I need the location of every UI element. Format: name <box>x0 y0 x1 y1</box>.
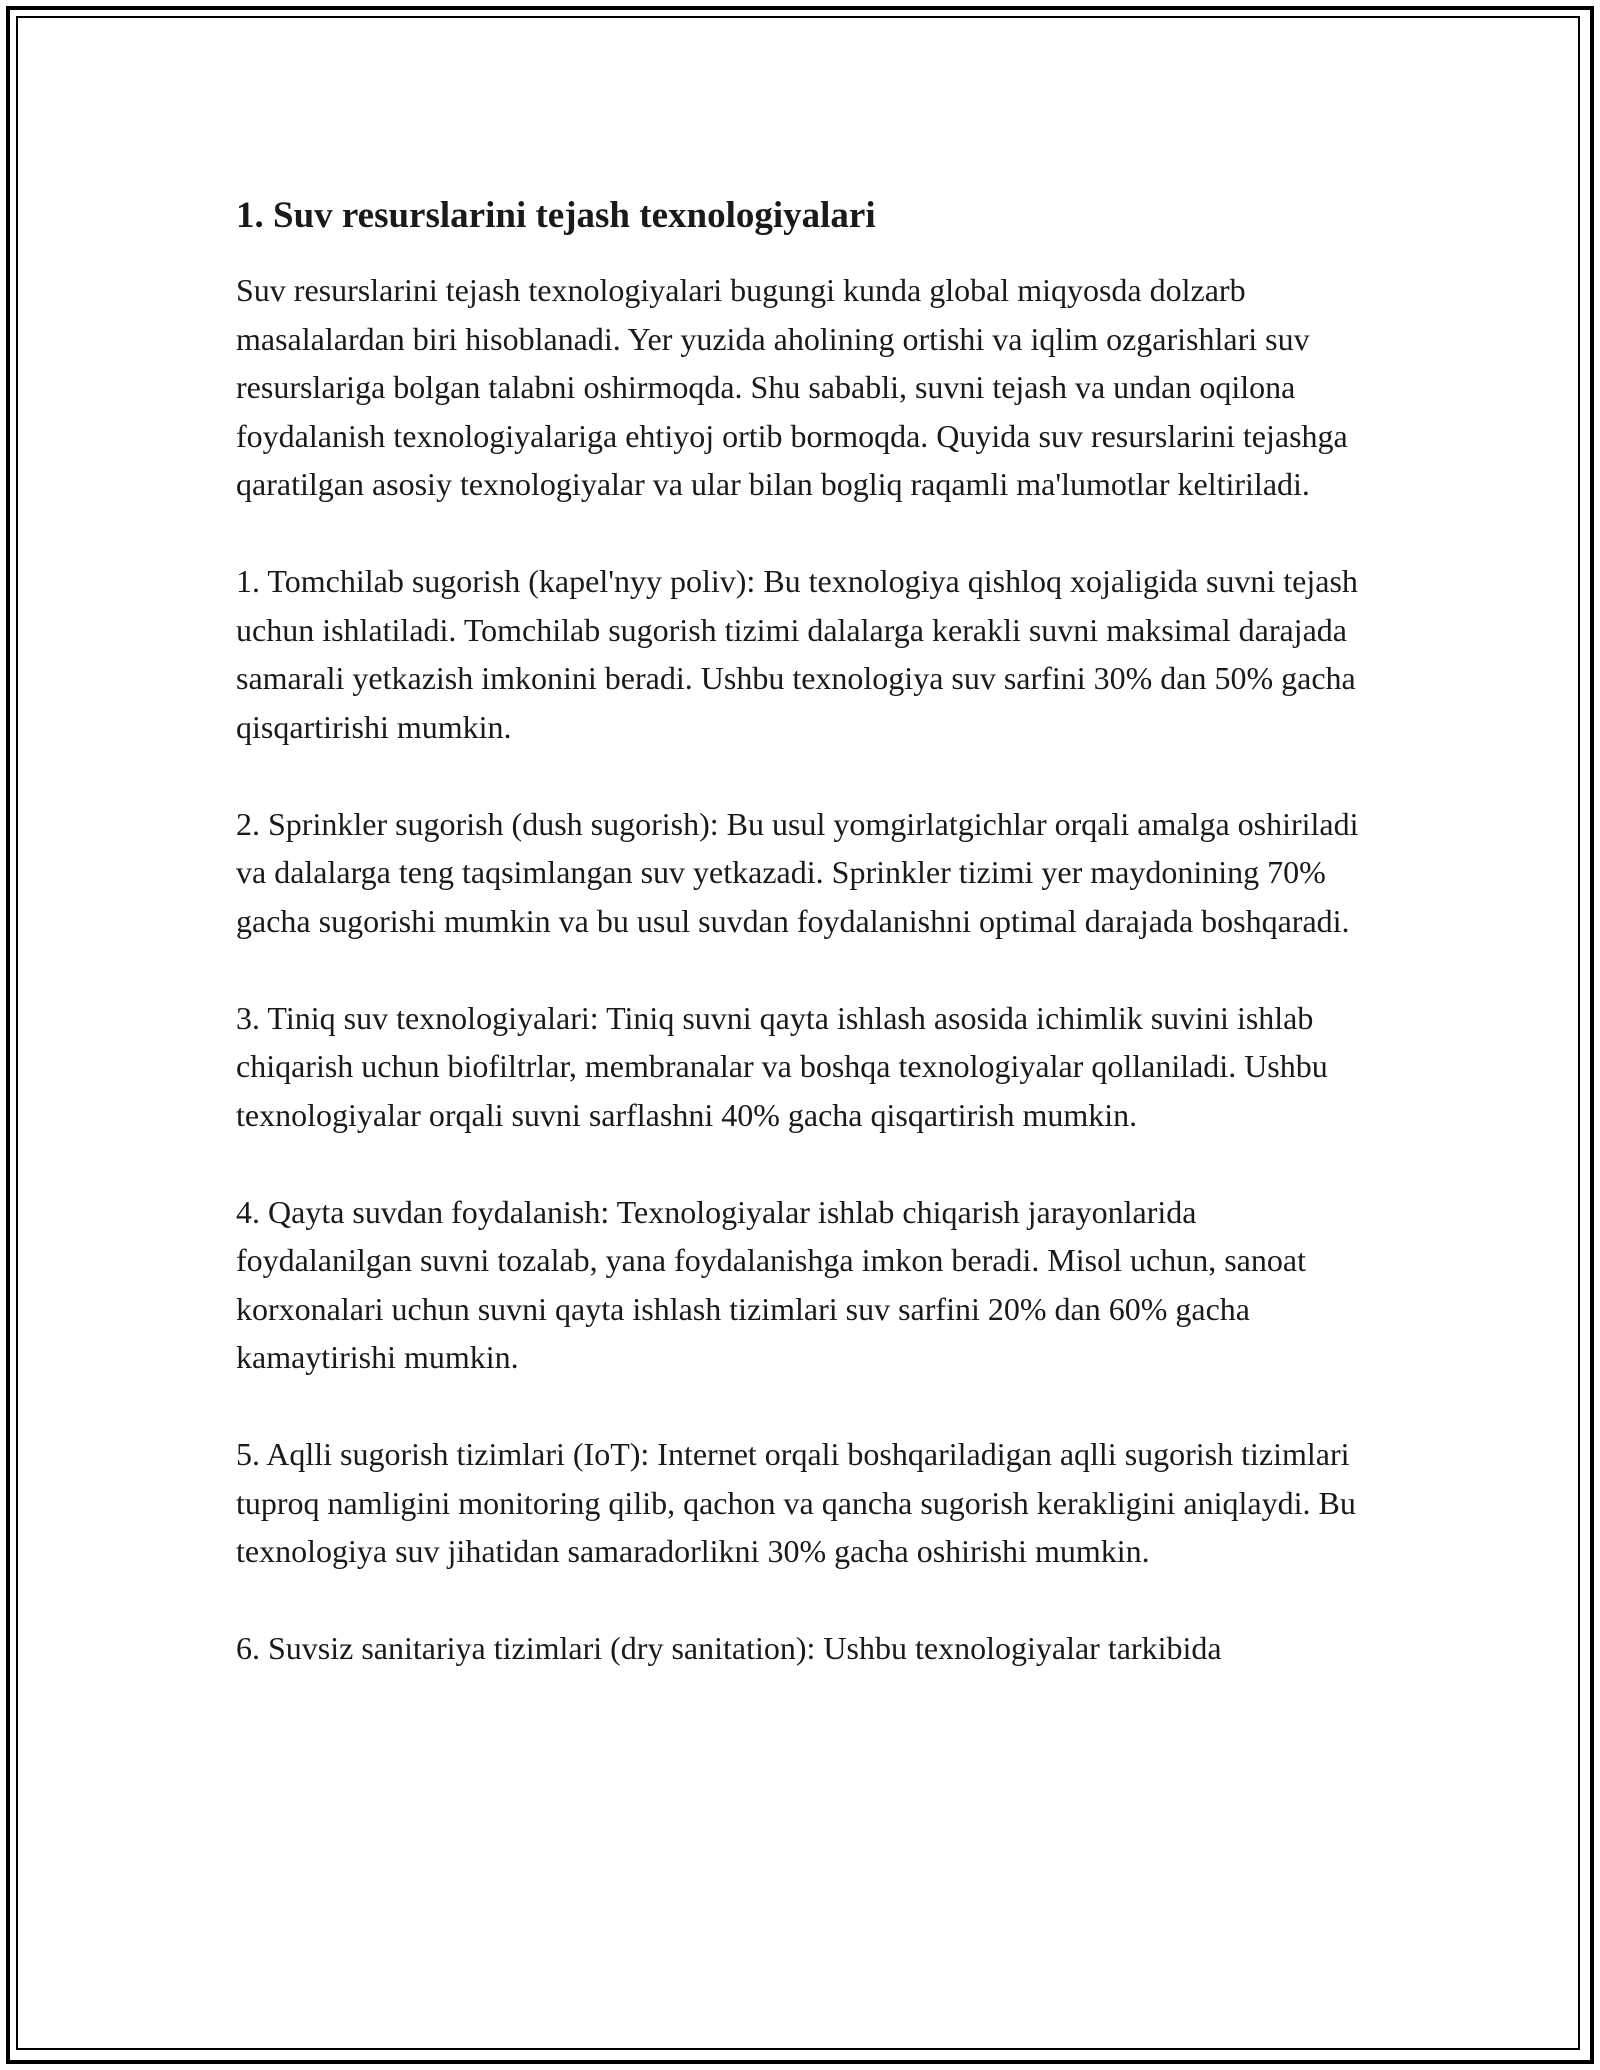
paragraph-sprinkler-irrigation: 2. Sprinkler sugorish (dush sugorish): Bu usul yomgirlatgichlar orqali amalga oshiriladi va dalalarga teng taqsimlangan suv yetkazadi. Sprinkler tizimi yer maydonining 70% gacha sugorishi mumkin va bu usul suvdan foydalanishni optimal darajada boshqaradi. <box>236 805 1359 939</box>
paragraph-smart-irrigation: 5. Aqlli sugorish tizimlari (IoT): Internet orqali boshqariladigan aqlli sugorish tizimlari tuproq namligini monitoring qilib, qachon va qancha sugorish kerakligini aniqlaydi. Bu texnologiya suv jihatidan samaradorlikni 30% gacha oshirishi mumkin. <box>236 1436 1356 1569</box>
paragraph-dry-sanitation: 6. Suvsiz sanitariya tizimlari (dry sanitation): Ushbu texnologiyalar tarkibida <box>236 1630 1222 1666</box>
paragraph-clean-water-tech: 3. Tiniq suv texnologiyalari: Tiniq suvni qayta ishlash asosida ichimlik suvini ishlab chiqarish uchun biofiltrlar, membranalar va boshqa texnologiyalar qollaniladi. Ushbu texnologiyalar orqali suvni sarflashni 40% gacha qisqartirish mumkin. <box>236 999 1328 1133</box>
paragraph-water-reuse: 4. Qayta suvdan foydalanish: Texnologiyalar ishlab chiqarish jarayonlarida foydalanilgan suvni tozalab, yana foydalanishga imkon beradi. Misol uchun, sanoat korxonalari uchun suvni qayta ishlash tizimlari suv sarfini 20% dan 60% gacha kamaytirishi mumkin. <box>236 1193 1306 1375</box>
intro-paragraph: Suv resurslarini tejash texnologiyalari bugungi kunda global miqyosda dolzarb masalalardan biri hisoblanadi. Yer yuzida aholining ortishi va iqlim ozgarishlari suv resurslariga bolgan talabni oshirmoqda. Shu sababli, suvni tejash va undan oqilona foydalanish texnologiyalariga ehtiyoj ortib bormoqda. Quyida suv resurslarini tejashga qaratilgan asosiy texnologiyalar va ular bilan bogliq raqamli ma'lumotlar keltiriladi. <box>236 272 1348 502</box>
paragraph-drip-irrigation: 1. Tomchilab sugorish (kapel'nyy poliv): Bu texnologiya qishloq xojaligida suvni tejash uchun ishlatiladi. Tomchilab sugorish tizimi dalalarga kerakli suvni maksimal darajada samarali yetkazish imkonini beradi. Ushbu texnologiya suv sarfini 30% dan 50% gacha qisqartirishi mumkin. <box>236 563 1358 745</box>
section-title: 1. Suv resurslarini tejash texnologiyalari <box>236 195 876 236</box>
document-body <box>236 188 1376 1673</box>
